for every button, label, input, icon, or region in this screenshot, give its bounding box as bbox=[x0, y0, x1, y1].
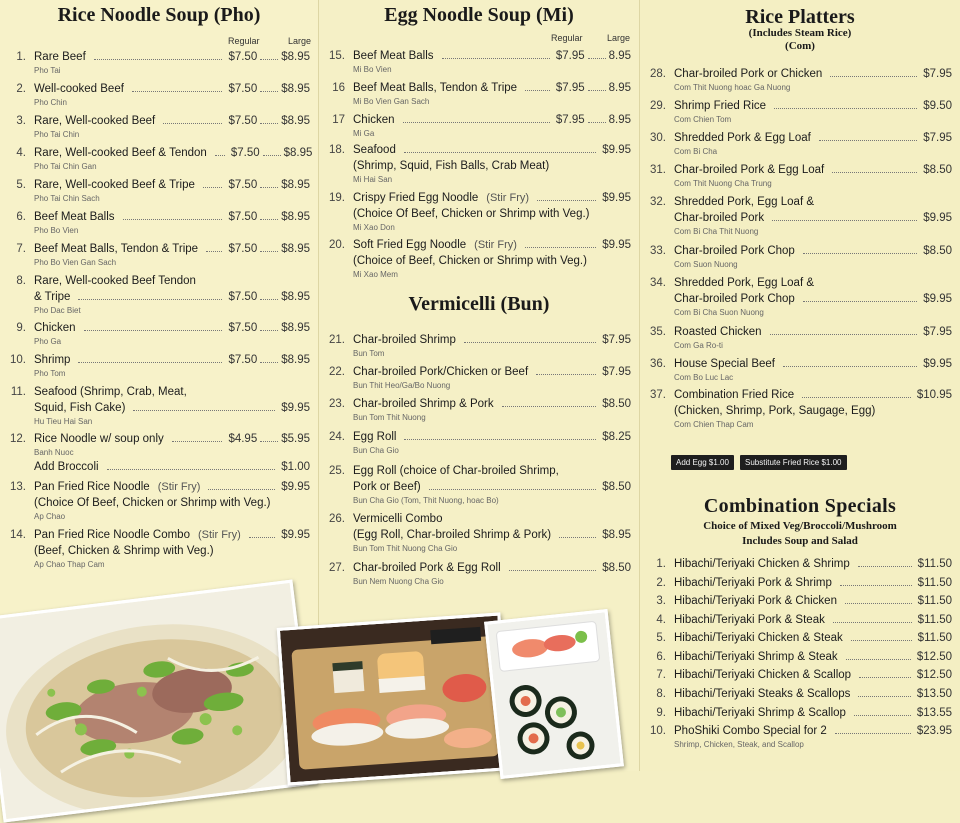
item-number: 34. bbox=[650, 277, 666, 289]
item-price: $11.50 bbox=[917, 577, 952, 589]
item-vietnamese-name: Com Suon Nuong bbox=[674, 260, 738, 269]
item-price: $11.50 bbox=[917, 595, 952, 607]
item-name: Hibachi/Teriyaki Chicken & Steak bbox=[674, 632, 843, 644]
item-price: $9.95 bbox=[602, 239, 631, 251]
item-price-regular: $7.50 bbox=[228, 243, 258, 255]
item-number: 2. bbox=[656, 577, 666, 589]
sushi-platter-photo bbox=[277, 612, 511, 785]
item-price-regular: $7.95 bbox=[555, 114, 585, 126]
item-name: House Special Beef bbox=[674, 358, 776, 370]
item-price-regular: $7.50 bbox=[228, 322, 258, 334]
item-price: $9.95 bbox=[281, 529, 310, 541]
item-vietnamese-name: Mi Bo Vien Gan Sach bbox=[353, 97, 430, 106]
item-price: $8.95 bbox=[602, 529, 631, 541]
item-price-regular: $7.50 bbox=[230, 147, 260, 159]
item-name: Hibachi/Teriyaki Chicken & Shrimp bbox=[674, 558, 850, 570]
item-vietnamese-name: Bun Nem Nuong Cha Gio bbox=[353, 577, 444, 586]
item-description: (Beef, Chicken & Shrimp with Veg.) bbox=[34, 545, 214, 557]
section-title-pho: Rice Noodle Soup (Pho) bbox=[57, 4, 261, 26]
item-number: 9. bbox=[16, 322, 26, 334]
item-name: Char-broiled Pork or Chicken bbox=[674, 68, 823, 80]
item-name: Chicken bbox=[353, 114, 395, 126]
item-vietnamese-name: Hu Tieu Hai San bbox=[34, 417, 93, 426]
item-price: $23.95 bbox=[916, 725, 952, 737]
item-name: Pan Fried Rice Noodle Combo bbox=[34, 529, 190, 541]
item-vietnamese-name: Pho Tai Chin Gan bbox=[34, 162, 97, 171]
item-style: (Stir Fry) bbox=[486, 192, 530, 204]
item-name: Shrimp Fried Rice bbox=[674, 100, 767, 112]
item-name: Vermicelli Combo bbox=[353, 513, 443, 525]
section-title-mi: Egg Noodle Soup (Mi) bbox=[384, 4, 574, 26]
item-name: Hibachi/Teriyaki Pork & Shrimp bbox=[674, 577, 832, 589]
item-price: $7.95 bbox=[923, 326, 952, 338]
item-vietnamese-name: Bun Tom bbox=[353, 349, 385, 358]
item-number: 20. bbox=[329, 239, 345, 251]
item-price-regular: $7.95 bbox=[555, 50, 585, 62]
item-number: 19. bbox=[329, 192, 345, 204]
item-name: Rare, Well-cooked Beef & Tendon bbox=[34, 147, 207, 159]
item-number: 12. bbox=[10, 433, 26, 445]
item-number: 2. bbox=[16, 83, 26, 95]
item-price: $9.95 bbox=[602, 192, 631, 204]
item-style: (Stir Fry) bbox=[474, 239, 517, 251]
item-number: 1. bbox=[16, 51, 26, 63]
item-price-large: $5.95 bbox=[281, 433, 310, 445]
item-name: Shredded Pork, Egg Loaf & bbox=[674, 277, 815, 289]
item-number: 7. bbox=[16, 243, 26, 255]
item-name-continued: Char-broiled Pork Chop bbox=[674, 293, 795, 305]
section-subtitle-com: (Com) bbox=[785, 40, 815, 52]
item-vietnamese-name: Mi Bo Vien bbox=[353, 65, 392, 74]
item-number: 14. bbox=[10, 529, 26, 541]
item-price: $13.55 bbox=[916, 707, 952, 719]
item-number: 4. bbox=[656, 614, 666, 626]
header-regular: Regular bbox=[228, 36, 260, 46]
item-price-large: 8.95 bbox=[608, 114, 631, 126]
item-price: $9.95 bbox=[923, 212, 952, 224]
item-name: Seafood bbox=[353, 144, 396, 156]
item-price-large: 8.95 bbox=[608, 50, 631, 62]
header-regular: Regular bbox=[551, 33, 583, 43]
item-price: $11.50 bbox=[917, 558, 952, 570]
section-title-com: Rice Platters bbox=[745, 6, 855, 28]
item-name: Rare, Well-cooked Beef bbox=[34, 115, 156, 127]
item-vietnamese-name: Mi Hai San bbox=[353, 175, 393, 184]
item-number: 27. bbox=[329, 562, 345, 574]
item-number: 22. bbox=[329, 366, 345, 378]
item-price-large: 8.95 bbox=[608, 82, 631, 94]
item-style: (Stir Fry) bbox=[197, 529, 241, 541]
item-number: 26. bbox=[329, 513, 345, 525]
item-price: $9.50 bbox=[923, 100, 952, 112]
item-vietnamese-name: Com Thit Nuong Cha Trung bbox=[674, 179, 772, 188]
item-name: Rare Beef bbox=[34, 51, 86, 63]
item-vietnamese-name: Com Bi Cha Thit Nuong bbox=[674, 227, 759, 236]
item-number: 37. bbox=[650, 389, 666, 401]
item-name: Char-broiled Shrimp & Pork bbox=[353, 398, 494, 410]
item-name: Add Broccoli bbox=[34, 461, 99, 473]
section-subtitle-choice: Choice of Mixed Veg/Broccoli/Mushroom bbox=[703, 520, 897, 532]
item-name: Hibachi/Teriyaki Chicken & Scallop bbox=[674, 669, 852, 681]
item-price: $8.50 bbox=[602, 481, 631, 493]
item-number: 3. bbox=[16, 115, 26, 127]
item-description: (Choice Of Beef, Chicken or Shrimp with Veg.) bbox=[34, 497, 271, 509]
item-price: $1.00 bbox=[281, 461, 310, 473]
item-price-large: $8.95 bbox=[283, 147, 313, 159]
item-number: 29. bbox=[650, 100, 666, 112]
item-name: PhoShiki Combo Special for 2 bbox=[674, 725, 827, 737]
item-number: 31. bbox=[650, 164, 666, 176]
item-price-large: $8.95 bbox=[281, 211, 310, 223]
item-vietnamese-name: Pho Tom bbox=[34, 369, 66, 378]
item-number: 5. bbox=[16, 179, 26, 191]
item-vietnamese-name: Com Chien Thap Cam bbox=[674, 420, 754, 429]
item-name-continued: (Egg Roll, Char-broiled Shrimp & Pork) bbox=[353, 529, 552, 541]
item-number: 10. bbox=[650, 725, 666, 737]
item-vietnamese-name: Pho Bo Vien bbox=[34, 226, 79, 235]
item-number: 18. bbox=[329, 144, 345, 156]
item-name: Hibachi/Teriyaki Shrimp & Steak bbox=[674, 651, 838, 663]
item-price: $7.95 bbox=[923, 132, 952, 144]
item-vietnamese-name: Ap Chao bbox=[34, 512, 66, 521]
item-number: 16 bbox=[332, 82, 345, 94]
item-number: 28. bbox=[650, 68, 666, 80]
item-name: Shredded Pork & Egg Loaf bbox=[674, 132, 811, 144]
section-title-bun: Vermicelli (Bun) bbox=[408, 293, 550, 315]
header-large: Large bbox=[607, 33, 631, 43]
item-description: (Choice Of Beef, Chicken or Shrimp with Veg.) bbox=[353, 208, 590, 220]
item-price-large: $8.95 bbox=[281, 243, 310, 255]
item-name: Hibachi/Teriyaki Pork & Steak bbox=[674, 614, 825, 626]
item-price-regular: $7.50 bbox=[228, 354, 258, 366]
item-vietnamese-name: Com Bo Luc Lac bbox=[674, 373, 734, 382]
item-number: 15. bbox=[329, 50, 345, 62]
item-price: $9.95 bbox=[281, 481, 310, 493]
pho-bowl-photo bbox=[0, 580, 317, 823]
item-number: 35. bbox=[650, 326, 666, 338]
item-price: $11.50 bbox=[917, 632, 952, 644]
item-price-regular: $7.50 bbox=[228, 291, 258, 303]
sushi-rolls-photo bbox=[484, 609, 624, 779]
item-description: (Chicken, Shrimp, Pork, Saugage, Egg) bbox=[674, 405, 876, 417]
item-price-large: $8.95 bbox=[281, 179, 310, 191]
item-price-large: $8.95 bbox=[281, 291, 310, 303]
item-vietnamese-name: Bun Cha Gio bbox=[353, 446, 399, 455]
item-number: 8. bbox=[656, 688, 666, 700]
item-price: $9.95 bbox=[923, 358, 952, 370]
item-name-continued: & Tripe bbox=[34, 291, 71, 303]
item-style: (Stir Fry) bbox=[157, 481, 201, 493]
item-price-large: $8.95 bbox=[281, 51, 310, 63]
item-vietnamese-name: Ap Chao Thap Cam bbox=[34, 560, 105, 569]
item-vietnamese-name: Com Bi Cha Suon Nuong bbox=[674, 308, 764, 317]
item-name: Shredded Pork, Egg Loaf & bbox=[674, 196, 815, 208]
item-price: $12.50 bbox=[916, 669, 952, 681]
item-number: 13. bbox=[10, 481, 26, 493]
item-vietnamese-name: Pho Bo Vien Gan Sach bbox=[34, 258, 117, 267]
item-name: Hibachi/Teriyaki Steaks & Scallops bbox=[674, 688, 851, 700]
item-number: 6. bbox=[16, 211, 26, 223]
item-price-large: $8.95 bbox=[281, 115, 310, 127]
item-vietnamese-name: Pho Tai bbox=[34, 66, 61, 75]
item-number: 33. bbox=[650, 245, 666, 257]
item-name: Combination Fried Rice bbox=[674, 389, 795, 401]
item-vietnamese-name: Banh Nuoc bbox=[34, 448, 74, 457]
item-price: $9.95 bbox=[281, 402, 310, 414]
section-title-combo: Combination Specials bbox=[703, 495, 897, 517]
panel-com-combo bbox=[640, 0, 960, 771]
item-price: $8.50 bbox=[923, 245, 952, 257]
item-name: Beef Meat Balls bbox=[353, 50, 434, 62]
item-vietnamese-name: Pho Tai Chin Sach bbox=[34, 194, 100, 203]
item-price: $10.95 bbox=[916, 389, 952, 401]
item-vietnamese-name: Bun Cha Gio (Tom, Thit Nuong, hoac Bo) bbox=[353, 496, 499, 505]
item-name: Egg Roll bbox=[353, 431, 397, 443]
item-vietnamese-name: Com Bi Cha bbox=[674, 147, 718, 156]
substitute-fried-rice-badge: Substitute Fried Rice $1.00 bbox=[740, 455, 847, 470]
item-price-regular: $7.50 bbox=[228, 211, 258, 223]
item-number: 25. bbox=[329, 465, 345, 477]
item-name: Rare, Well-cooked Beef & Tripe bbox=[34, 179, 195, 191]
item-number: 7. bbox=[656, 669, 666, 681]
item-number: 6. bbox=[656, 651, 666, 663]
item-name-continued: Squid, Fish Cake) bbox=[34, 402, 126, 414]
item-number: 11. bbox=[10, 386, 26, 398]
item-name: Char-broiled Pork Chop bbox=[674, 245, 795, 257]
item-number: 9. bbox=[656, 707, 666, 719]
item-price: $9.95 bbox=[602, 144, 631, 156]
item-name-continued: Char-broiled Pork bbox=[674, 212, 765, 224]
item-price-regular: $4.95 bbox=[228, 433, 258, 445]
item-vietnamese-name: Mi Xao Mem bbox=[353, 270, 398, 279]
item-name: Rare, Well-cooked Beef Tendon bbox=[34, 275, 196, 287]
item-number: 1. bbox=[656, 558, 666, 570]
item-price: $8.25 bbox=[602, 431, 631, 443]
item-name: Hibachi/Teriyaki Shrimp & Scallop bbox=[674, 707, 846, 719]
section-subtitle-includes: Includes Soup and Salad bbox=[742, 535, 858, 547]
header-large: Large bbox=[288, 36, 312, 46]
item-description: (Choice of Beef, Chicken or Shrimp with Veg.) bbox=[353, 255, 587, 267]
item-name: Rice Noodle w/ soup only bbox=[34, 433, 164, 445]
item-name: Beef Meat Balls, Tendon & Tripe bbox=[353, 82, 518, 94]
item-price: $7.95 bbox=[602, 366, 631, 378]
item-price: $8.50 bbox=[602, 398, 631, 410]
item-vietnamese-name: Bun Tom Thit Nuong bbox=[353, 413, 426, 422]
section-subtitle-steam-rice: (Includes Steam Rice) bbox=[748, 27, 852, 39]
item-name: Char-broiled Pork & Egg Roll bbox=[353, 562, 501, 574]
item-name: Beef Meat Balls, Tendon & Tripe bbox=[34, 243, 199, 255]
item-name-continued: Pork or Beef) bbox=[353, 481, 421, 493]
item-name: Char-broiled Pork & Egg Loaf bbox=[674, 164, 825, 176]
item-price: $8.50 bbox=[602, 562, 631, 574]
item-number: 36. bbox=[650, 358, 666, 370]
item-name: Chicken bbox=[34, 322, 76, 334]
item-vietnamese-name: Com Thit Nuong hoac Ga Nuong bbox=[674, 83, 791, 92]
item-number: 17 bbox=[332, 114, 345, 126]
item-name: Seafood (Shrimp, Crab, Meat, bbox=[34, 386, 187, 398]
item-number: 30. bbox=[650, 132, 666, 144]
item-vietnamese-name: Com Chien Tom bbox=[674, 115, 732, 124]
item-number: 32. bbox=[650, 196, 666, 208]
item-name: Roasted Chicken bbox=[674, 326, 762, 338]
item-number: 3. bbox=[656, 595, 666, 607]
item-price: $9.95 bbox=[923, 293, 952, 305]
item-description: Shrimp, Chicken, Steak, and Scallop bbox=[674, 740, 804, 749]
item-description: (Shrimp, Squid, Fish Balls, Crab Meat) bbox=[353, 160, 550, 172]
item-price: $12.50 bbox=[916, 651, 952, 663]
item-name: Pan Fried Rice Noodle bbox=[34, 481, 150, 493]
item-number: 8. bbox=[16, 275, 26, 287]
item-number: 24. bbox=[329, 431, 345, 443]
item-price-large: $8.95 bbox=[281, 322, 310, 334]
item-vietnamese-name: Bun Tom Thit Nuong Cha Gio bbox=[353, 544, 458, 553]
item-price-regular: $7.50 bbox=[228, 83, 258, 95]
item-price: $13.50 bbox=[916, 688, 952, 700]
item-name: Well-cooked Beef bbox=[34, 83, 124, 95]
item-name: Egg Roll (choice of Char-broiled Shrimp, bbox=[353, 465, 559, 477]
item-price: $7.95 bbox=[923, 68, 952, 80]
item-price-large: $8.95 bbox=[281, 83, 310, 95]
item-price: $8.50 bbox=[923, 164, 952, 176]
item-name: Char-broiled Pork/Chicken or Beef bbox=[353, 366, 529, 378]
item-number: 23. bbox=[329, 398, 345, 410]
item-name: Beef Meat Balls bbox=[34, 211, 115, 223]
item-number: 10. bbox=[10, 354, 26, 366]
item-price-large: $8.95 bbox=[281, 354, 310, 366]
item-vietnamese-name: Pho Dac Biet bbox=[34, 306, 81, 315]
item-vietnamese-name: Pho Tai Chin bbox=[34, 130, 80, 139]
item-vietnamese-name: Com Ga Ro-ti bbox=[674, 341, 723, 350]
item-price-regular: $7.50 bbox=[228, 51, 258, 63]
item-vietnamese-name: Mi Xao Don bbox=[353, 223, 395, 232]
item-number: 5. bbox=[656, 632, 666, 644]
item-number: 4. bbox=[16, 147, 26, 159]
item-name: Char-broiled Shrimp bbox=[353, 334, 456, 346]
item-name: Shrimp bbox=[34, 354, 71, 366]
item-vietnamese-name: Pho Chin bbox=[34, 98, 67, 107]
item-number: 21. bbox=[329, 334, 345, 346]
item-price-regular: $7.50 bbox=[228, 179, 258, 191]
item-vietnamese-name: Mi Ga bbox=[353, 129, 375, 138]
item-price-regular: $7.95 bbox=[555, 82, 585, 94]
item-vietnamese-name: Pho Ga bbox=[34, 337, 62, 346]
item-price: $11.50 bbox=[917, 614, 952, 626]
add-egg-badge: Add Egg $1.00 bbox=[671, 455, 734, 470]
item-name: Crispy Fried Egg Noodle bbox=[353, 192, 479, 204]
item-name: Soft Fried Egg Noodle bbox=[353, 239, 467, 251]
item-price: $7.95 bbox=[602, 334, 631, 346]
item-vietnamese-name: Bun Thit Heo/Ga/Bo Nuong bbox=[353, 381, 451, 390]
item-price-regular: $7.50 bbox=[228, 115, 258, 127]
item-name: Hibachi/Teriyaki Pork & Chicken bbox=[674, 595, 837, 607]
